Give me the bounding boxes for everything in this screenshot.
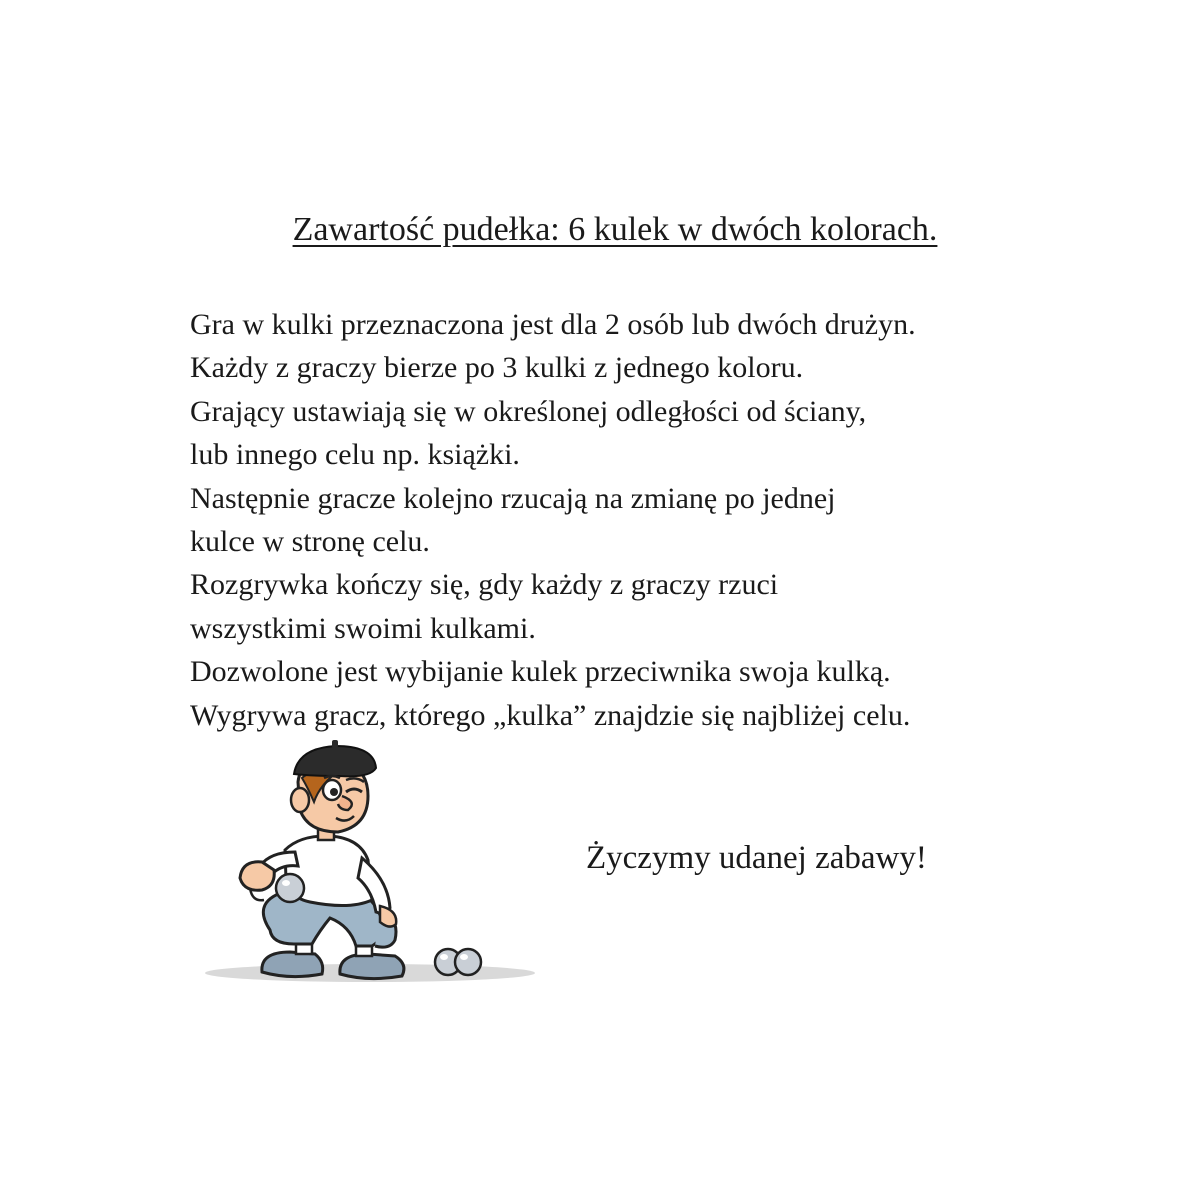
rule-line: Dozwolone jest wybijanie kulek przeciwnika swoja kulką.: [190, 655, 891, 689]
game-rules-list: [190, 303, 1090, 737]
rule-line: lub innego celu np. książki.: [190, 438, 520, 472]
beret-icon: [294, 746, 376, 776]
rule-line: Każdy z graczy bierze po 3 kulki z jednego koloru.: [190, 351, 804, 385]
closing-wish: Życzymy udanej zabawy!: [586, 840, 927, 876]
box-contents-heading-text: Zawartość pudełka: 6 kulek w dwóch kolorach.: [292, 211, 938, 248]
box-contents-heading: [0, 208, 1200, 252]
rule-line: kulce w stronę celu.: [190, 525, 430, 559]
rule-line: Gra w kulki przeznaczona jest dla 2 osób lub dwóch drużyn.: [190, 308, 916, 341]
rule-line: Rozgrywka kończy się, gdy każdy z graczy rzuci: [190, 568, 779, 602]
right-shoe-icon: [340, 954, 404, 979]
rule-line: wszystkimi swoimi kulkami.: [190, 611, 536, 645]
rule-line: Następnie gracze kolejno rzucają na zmianę po jednej: [190, 481, 836, 515]
petanque-player-cartoon-icon: [190, 740, 540, 990]
left-shoe-icon: [262, 952, 323, 977]
rule-line: Wygrywa gracz, którego „kulka” znajdzie się najbliżej celu.: [190, 698, 911, 732]
rule-line: Grający ustawiają się w określonej odległości od ściany,: [190, 394, 867, 428]
ball-icon: [455, 949, 481, 975]
held-ball-icon: [276, 874, 304, 902]
